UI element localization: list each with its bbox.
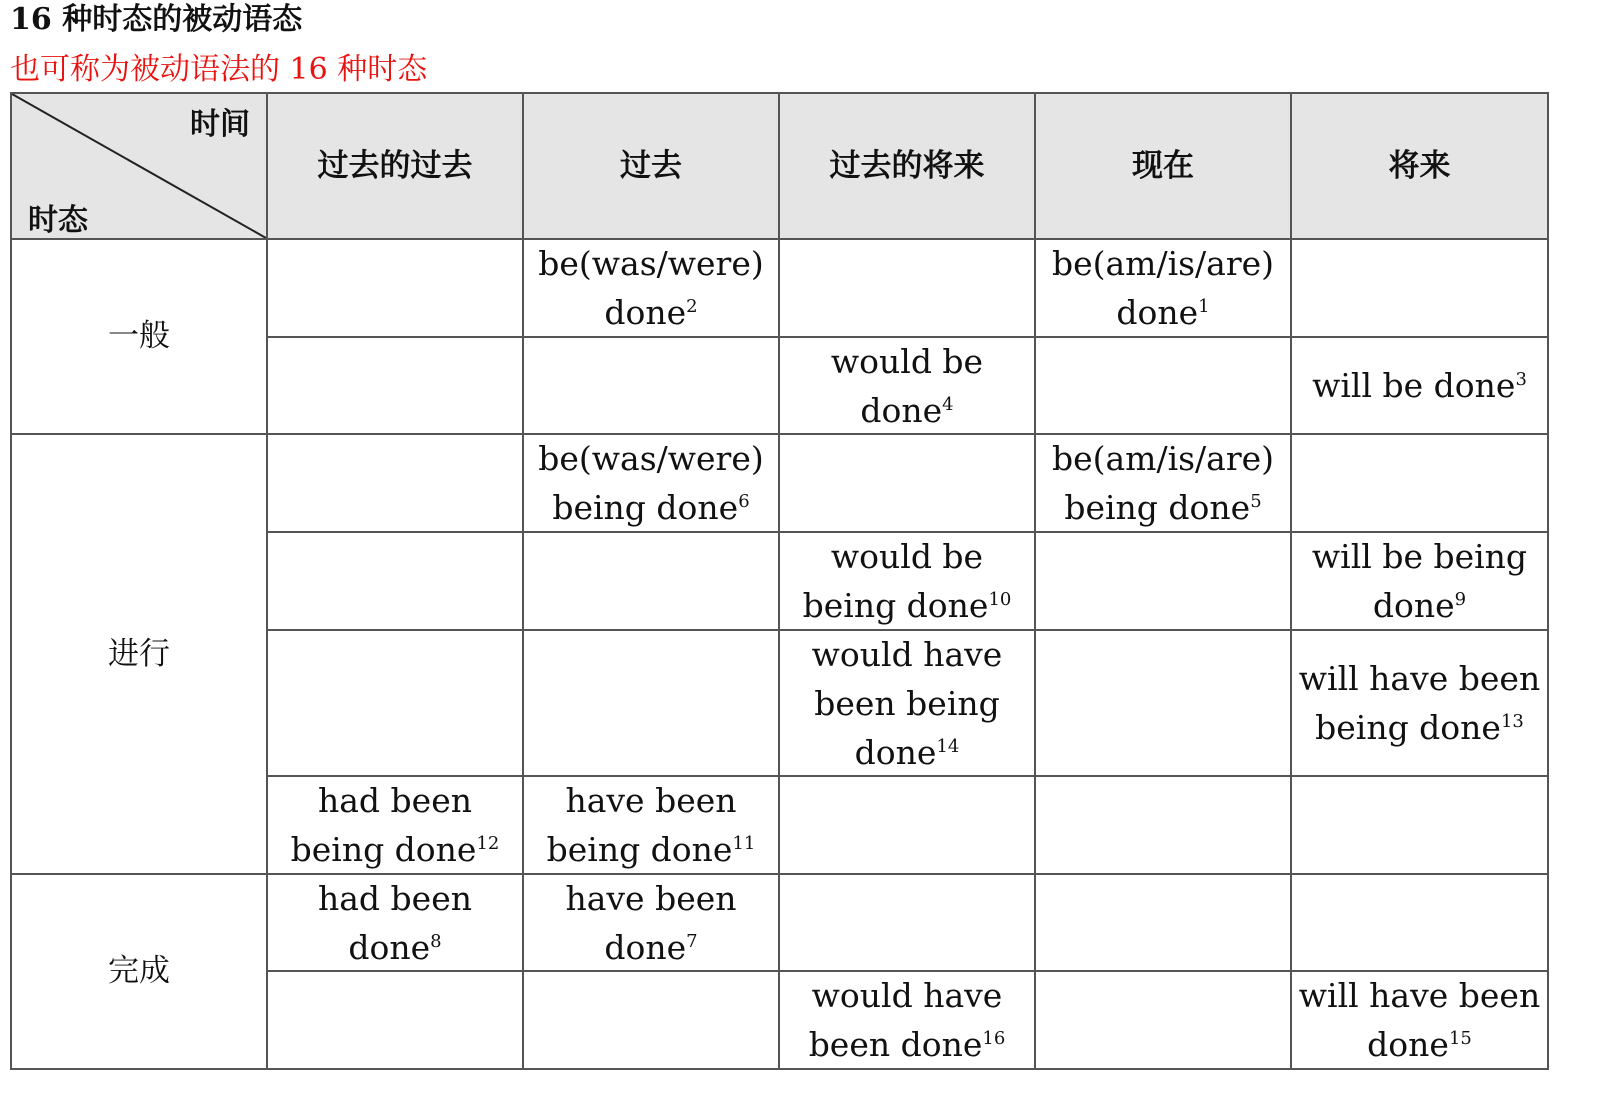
column-header [266, 92, 522, 238]
corner-label-time: 时间 [190, 107, 250, 142]
tense-form [786, 337, 1028, 435]
table-cell [1034, 336, 1290, 433]
tense-form [786, 532, 1028, 630]
tense-form [530, 239, 772, 337]
tense-number: 11 [732, 833, 756, 854]
table-cell [266, 629, 522, 775]
tense-number: 14 [936, 735, 960, 757]
tense-form [1042, 239, 1284, 337]
tense-form [1298, 654, 1541, 752]
table-cell [522, 336, 778, 433]
table-cell [1290, 531, 1547, 629]
table-cell [266, 433, 522, 531]
column-header [1290, 92, 1547, 238]
tense-form-text: would have been being done [811, 634, 1003, 772]
table-cell [1034, 531, 1290, 629]
table-cell [1290, 629, 1547, 775]
table-cell [1034, 970, 1290, 1068]
table-cell [1034, 775, 1290, 873]
table-cell [778, 775, 1034, 873]
tense-form [786, 971, 1028, 1069]
tense-number: 6 [738, 491, 750, 512]
corner-label-tense: 时态 [28, 203, 88, 238]
table-cell [522, 873, 778, 970]
column-header-label: 过去 [620, 147, 682, 184]
subtitle-number: 16 [289, 52, 328, 87]
table-cell [266, 873, 522, 970]
row-group-label [10, 873, 266, 1068]
tense-number: 12 [476, 833, 500, 854]
tense-number: 3 [1515, 369, 1527, 390]
tense-number: 2 [686, 296, 698, 317]
table-cell [1290, 238, 1547, 336]
column-header [1034, 92, 1290, 238]
tense-form [274, 874, 516, 972]
tense-number: 1 [1198, 296, 1210, 317]
table-cell [266, 336, 522, 433]
tense-form-text: had been being done [290, 781, 477, 869]
subtitle-text: 也可称为被动语法的 [10, 52, 290, 87]
tense-form-text: have been being done [546, 781, 737, 869]
title-text: 种时态的被动语态 [51, 2, 303, 37]
subtitle-tail: 种时态 [327, 52, 428, 87]
row-group-label [10, 238, 266, 433]
tense-form-text: have been done [565, 878, 737, 967]
table-cell [778, 970, 1034, 1068]
table-cell [266, 238, 522, 336]
row-group-label-text: 进行 [108, 635, 170, 672]
column-header [522, 92, 778, 238]
tense-number: 4 [942, 393, 954, 415]
table-bottom-border [10, 1068, 1549, 1070]
tense-form [786, 630, 1028, 777]
tense-number: 5 [1250, 491, 1262, 512]
table-cell [1290, 336, 1547, 433]
table-cell [778, 336, 1034, 433]
tense-form-text: will be done [1312, 366, 1516, 405]
tense-form-text: be(am/is/are) being done [1051, 439, 1275, 527]
tense-form [274, 776, 516, 874]
tense-form-text: be(was/were) done [538, 244, 764, 332]
tense-form-text: would be being done [802, 537, 989, 625]
tense-form-text: be(am/is/are) done [1051, 244, 1275, 332]
tense-form-text: will have been being done [1298, 659, 1541, 747]
table-cell [1034, 873, 1290, 970]
tense-form [1298, 971, 1541, 1069]
table-cell [1290, 433, 1547, 531]
table-cell [1034, 433, 1290, 531]
column-header-label: 将来 [1388, 147, 1451, 184]
tense-number: 8 [430, 930, 442, 952]
tense-number: 9 [1454, 589, 1467, 610]
row-group-label [10, 433, 266, 873]
tense-form-text: be(was/were) being done [538, 439, 764, 527]
tense-number: 7 [686, 930, 698, 952]
tense-form [1312, 361, 1527, 410]
table-cell [1034, 238, 1290, 336]
column-header [778, 92, 1034, 238]
row-group-label-text: 一般 [108, 318, 170, 354]
tense-number: 10 [988, 589, 1012, 610]
table-cell [778, 531, 1034, 629]
table-cell [1290, 970, 1547, 1068]
tense-form [530, 874, 772, 972]
table-cell [522, 531, 778, 629]
title-number: 16 [10, 2, 52, 37]
row-group-label-text: 完成 [108, 953, 170, 989]
table-cell [1290, 775, 1547, 873]
tense-form [1042, 434, 1284, 532]
tense-number: 13 [1500, 711, 1524, 732]
tense-form [530, 434, 772, 532]
tense-form-text: would have been done [808, 976, 1003, 1064]
table-right-border [1547, 92, 1549, 1070]
tense-form-text: will be being done [1311, 537, 1528, 625]
tense-form [1298, 532, 1541, 630]
tense-form-text: will have been done [1298, 976, 1541, 1064]
table-cell [266, 970, 522, 1068]
table-cell [1290, 873, 1547, 970]
corner-header-cell [10, 92, 266, 238]
table-cell [522, 970, 778, 1068]
tense-form [530, 776, 772, 874]
tense-form-text: had been done [318, 878, 472, 967]
column-header-label: 过去的将来 [829, 147, 985, 184]
table-cell [266, 531, 522, 629]
table-cell [778, 629, 1034, 775]
table-cell [1034, 629, 1290, 775]
table-cell [778, 873, 1034, 970]
table-cell [522, 433, 778, 531]
table-cell [522, 238, 778, 336]
table-cell [778, 238, 1034, 336]
tense-form-text: would be done [830, 341, 984, 430]
table-cell [778, 433, 1034, 531]
column-header-label: 过去的过去 [317, 147, 473, 184]
tense-number: 15 [1448, 1028, 1472, 1049]
table-cell [522, 629, 778, 775]
column-header-label: 现在 [1132, 147, 1194, 184]
table-cell [266, 775, 522, 873]
table-cell [522, 775, 778, 873]
tense-number: 16 [982, 1028, 1006, 1049]
